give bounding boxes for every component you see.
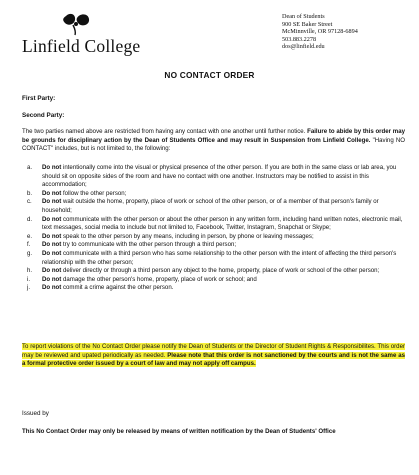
item-bold: Do not [42, 215, 62, 223]
address-line: dos@linfield.edu [282, 43, 325, 51]
item-bold: Do not [42, 232, 62, 240]
list-item [22, 198, 405, 215]
list-item [22, 216, 405, 233]
second-party-label: Second Party: [22, 112, 65, 119]
item-text: communicate with the other person or about the other person in any written form, including hand written notes, electronic mail, text messages, social media to include but not limited to, Facebook, Twitter, Instagram, Snapchat or Skype; [42, 215, 403, 232]
item-text: deliver directly or through a third person any object to the home, property, place of work or school of the other person; [61, 267, 380, 275]
list-item [22, 276, 405, 285]
list-item [22, 267, 405, 276]
address-line: McMinnville, OR 97128-6894 [282, 28, 358, 36]
notice-disclaimer: Please note that this order is not sanctioned by the courts and is not the same as a formal protective order issued by a court of law and may not apply off campus. [22, 351, 405, 368]
item-letter: a. [27, 164, 33, 171]
item-letter: e. [27, 232, 33, 240]
item-letter: b. [27, 189, 33, 197]
item-text: communicate with a third person who has some relationship to the other person with the intent of affecting the third person's relationship with the other person; [42, 249, 397, 266]
item-letter: f. [27, 241, 31, 249]
address-line: 503.883.2278 [282, 35, 317, 43]
address-line: 900 SE Baker Street [282, 20, 333, 28]
item-letter: h. [27, 267, 33, 275]
list-item [22, 250, 405, 267]
item-bold: Do not [42, 198, 62, 206]
item-text: speak to the other person by any means, including in person, by phone or leaving messages; [61, 232, 314, 240]
item-letter: j. [27, 284, 31, 292]
item-bold: Do not [42, 164, 62, 171]
logo-wordmark: Linfield College [22, 36, 141, 56]
issued-by-label: Issued by [22, 410, 49, 417]
list-item [22, 284, 405, 293]
list-item [22, 190, 405, 199]
restrictions-list [22, 164, 405, 293]
item-text: try to communicate with the other person through a third person; [61, 241, 237, 249]
item-text: wait outside the home, property, place of work or school of the other person, or of a member of that person's family or household; [42, 198, 379, 214]
item-text: follow the other person; [61, 189, 127, 197]
item-letter: c. [27, 198, 32, 206]
college-logo [22, 12, 212, 57]
item-bold: Do not [42, 249, 62, 257]
item-bold: Do not [42, 189, 62, 197]
intro-warning: Failure to abide by this order may be grounds for disciplinary action by the Dean of Students Office and may result in Suspension from Linfield College. [22, 128, 405, 144]
document-title: NO CONTACT ORDER [164, 70, 255, 80]
item-letter: d. [27, 215, 33, 223]
intro-paragraph [22, 128, 405, 154]
item-letter: i. [27, 275, 31, 283]
list-item [22, 233, 405, 242]
first-party-label: First Party: [22, 95, 56, 102]
item-text: commit a crime against the other person. [61, 284, 174, 292]
oak-leaf-icon [60, 12, 94, 36]
list-item [22, 241, 405, 250]
item-bold: Do not [42, 241, 62, 249]
item-letter: g. [27, 249, 33, 257]
item-bold: Do not [42, 275, 62, 283]
address-line: Dean of Students [282, 13, 325, 20]
item-bold: Do not [42, 284, 62, 292]
item-bold: Do not [42, 267, 62, 275]
item-text: intentionally come into the visual or physical presence of the other person. If you are both in the same class or lab area, you should sit on opposite sides of the room and have no contact with one another. Instructors may be notified to assist in this accommodation; [42, 164, 397, 189]
intro-tail: "Having NO CONTACT" includes, but is not limited to, the following: [22, 136, 405, 153]
item-text: damage the other person's home, property, place of work or school; and [61, 275, 257, 283]
release-note: This No Contact Order may only be released by means of written notification by the Dean of Students' Office [22, 428, 336, 435]
office-address [282, 13, 358, 51]
violation-notice [22, 343, 405, 369]
notice-text: To report violations of the No Contact Order please notify the Dean of Students or the Director of Student Rights & Responsibilites. This order may be reviewed and upated periodically as needed. [22, 343, 405, 359]
list-item [22, 164, 405, 190]
intro-text: The two parties named above are restricted from having any contact with one another until further notice. [22, 128, 308, 135]
